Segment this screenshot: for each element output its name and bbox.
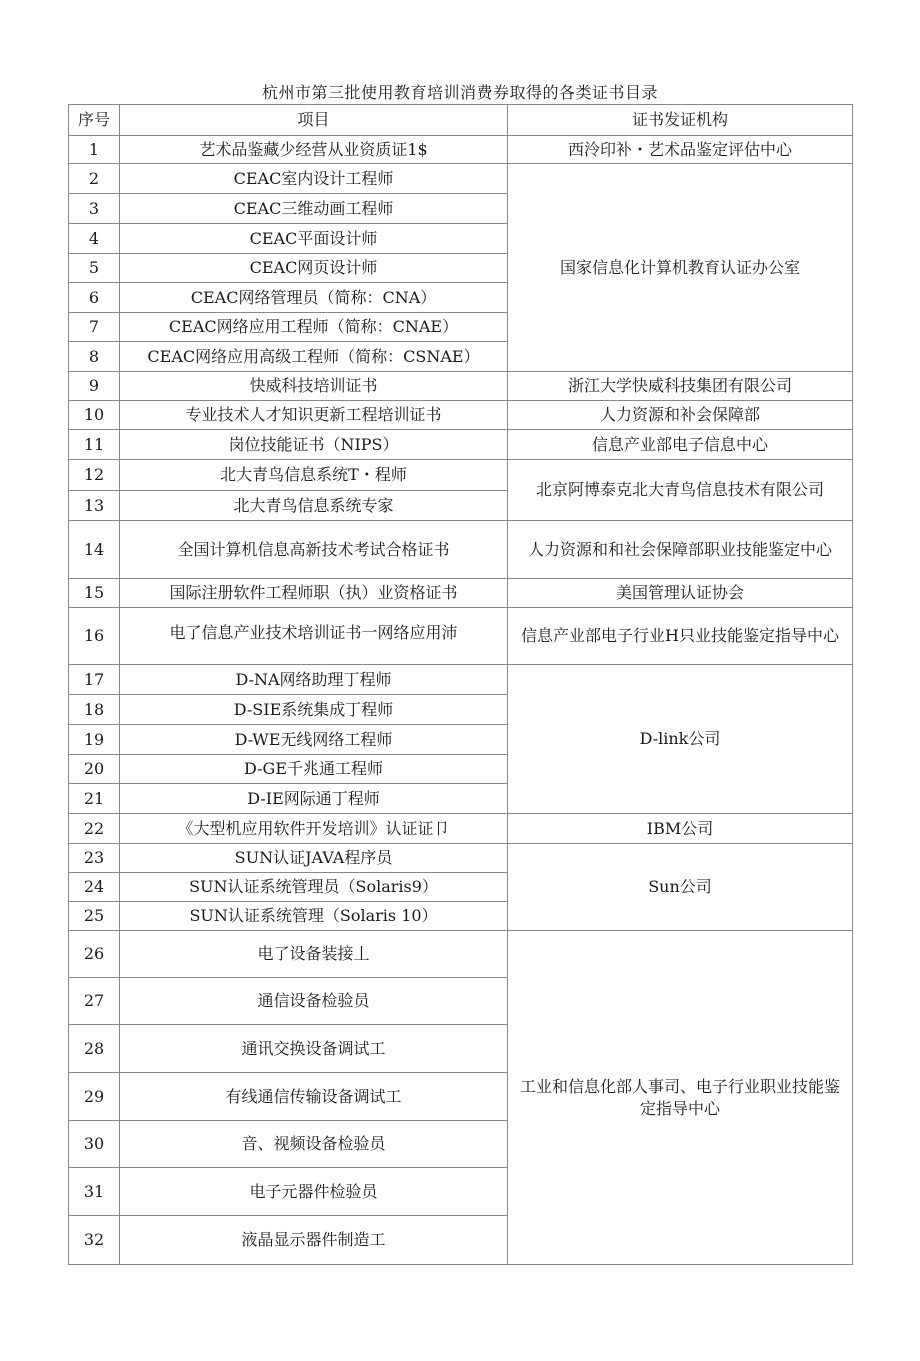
row-number: 12 <box>69 460 120 491</box>
row-org: 北京阿博泰克北大青鸟信息技术有限公司 <box>508 460 853 521</box>
row-number: 21 <box>69 784 120 814</box>
row-number: 23 <box>69 844 120 873</box>
row-number: 20 <box>69 755 120 784</box>
table-row <box>69 401 853 430</box>
row-number: 4 <box>69 224 120 254</box>
row-number: 25 <box>69 902 120 931</box>
row-number: 26 <box>69 931 120 978</box>
row-number: 7 <box>69 313 120 342</box>
row-item: 电子元器件检验员 <box>120 1168 508 1216</box>
table-row <box>69 430 853 460</box>
row-item: 北大青鸟信息系统专家 <box>120 491 508 521</box>
row-org: 西泠印补・艺术品鉴定评估中心 <box>508 136 853 164</box>
row-item: 有线通信传输设备调试工 <box>120 1073 508 1121</box>
table-row <box>69 608 853 665</box>
header-no: 序号 <box>69 105 120 136</box>
row-number: 10 <box>69 401 120 430</box>
row-org: 人力资源和和社会保障部职业技能鉴定中心 <box>508 521 853 579</box>
table-row <box>69 665 853 695</box>
row-item: CEAC网络应用高级工程师（简称：CSNAE） <box>120 342 508 372</box>
row-org: 浙江大学快威科技集团有限公司 <box>508 372 853 401</box>
row-item: D-SIE系统集成丁程师 <box>120 695 508 725</box>
row-number: 16 <box>69 608 120 665</box>
row-number: 24 <box>69 873 120 902</box>
row-number: 2 <box>69 164 120 194</box>
row-item: D-WE无线网络工程师 <box>120 725 508 755</box>
row-number: 1 <box>69 136 120 164</box>
row-number: 22 <box>69 814 120 844</box>
row-org: IBM公司 <box>508 814 853 844</box>
header-item: 项目 <box>120 105 508 136</box>
row-item: 全国计算机信息高新技术考试合格证书 <box>120 521 508 579</box>
table-row <box>69 579 853 608</box>
row-item: 电了信息产业技术培训证书一网络应用沛 <box>120 608 508 665</box>
row-number: 15 <box>69 579 120 608</box>
table-row <box>69 460 853 491</box>
row-org: 工业和信息化部人事司、电子行业职业技能鉴定指导中心 <box>508 931 853 1265</box>
row-number: 32 <box>69 1216 120 1265</box>
row-number: 9 <box>69 372 120 401</box>
row-item: 岗位技能证书（NIPS） <box>120 430 508 460</box>
row-item: D-GE千兆通工程师 <box>120 755 508 784</box>
table-header-row <box>69 105 853 136</box>
row-org: 人力资源和补会保障部 <box>508 401 853 430</box>
row-item: CEAC网络管理员（简称：CNA） <box>120 283 508 313</box>
row-item: 艺术品鉴藏少经营从业资质证1$ <box>120 136 508 164</box>
table-row <box>69 136 853 164</box>
row-item: 通讯交换设备调试工 <box>120 1025 508 1073</box>
row-item: SUN认证系统管理（Solaris 10） <box>120 902 508 931</box>
row-number: 6 <box>69 283 120 313</box>
row-number: 14 <box>69 521 120 579</box>
row-number: 31 <box>69 1168 120 1216</box>
row-number: 30 <box>69 1121 120 1168</box>
table-row <box>69 521 853 579</box>
row-item: D-IE网际通丁程师 <box>120 784 508 814</box>
row-number: 29 <box>69 1073 120 1121</box>
document-title: 杭州市第三批使用教育培训消费券取得的各类证书目录 <box>261 83 658 102</box>
row-org: Sun公司 <box>508 844 853 931</box>
row-number: 18 <box>69 695 120 725</box>
row-org: 信息产业部电子行业H只业技能鉴定指导中心 <box>508 608 853 665</box>
row-org: 国家信息化计算机教育认证办公室 <box>508 164 853 372</box>
row-number: 27 <box>69 978 120 1025</box>
table-row <box>69 814 853 844</box>
row-number: 8 <box>69 342 120 372</box>
row-org: 信息产业部电子信息中心 <box>508 430 853 460</box>
row-item: CEAC网络应用工程师（简称：CNAE） <box>120 313 508 342</box>
row-item: 国际注册软件工程师职（执）业资格证书 <box>120 579 508 608</box>
row-item: SUN认证系统管理员（Solaris9） <box>120 873 508 902</box>
row-number: 17 <box>69 665 120 695</box>
row-item: SUN认证JAVA程序员 <box>120 844 508 873</box>
table-row <box>69 844 853 873</box>
row-number: 3 <box>69 194 120 224</box>
row-item: 通信设备检验员 <box>120 978 508 1025</box>
row-item: CEAC网页设计师 <box>120 254 508 283</box>
row-item: 液晶显示器件制造工 <box>120 1216 508 1265</box>
row-org: D-link公司 <box>508 665 853 814</box>
row-item: D-NA网络助理丁程师 <box>120 665 508 695</box>
row-number: 28 <box>69 1025 120 1073</box>
row-number: 11 <box>69 430 120 460</box>
row-number: 13 <box>69 491 120 521</box>
row-org: 美国管理认证协会 <box>508 579 853 608</box>
row-item: 电了设备装接丄 <box>120 931 508 978</box>
row-item: 快威科技培训证书 <box>120 372 508 401</box>
certificate-table <box>68 104 853 1265</box>
header-org: 证书发证机构 <box>508 105 853 136</box>
table-row <box>69 164 853 194</box>
row-item: 专业技术人才知识更新工程培训证书 <box>120 401 508 430</box>
table-row <box>69 931 853 978</box>
row-item: 《大型机应用软件开发培训》认证证卩 <box>120 814 508 844</box>
row-item: CEAC三维动画工程师 <box>120 194 508 224</box>
row-item: CEAC平面设计师 <box>120 224 508 254</box>
row-item: 音、视频设备检验员 <box>120 1121 508 1168</box>
row-number: 5 <box>69 254 120 283</box>
row-item: CEAC室内设计工程师 <box>120 164 508 194</box>
row-item: 北大青鸟信息系统T・程师 <box>120 460 508 491</box>
row-number: 19 <box>69 725 120 755</box>
table-row <box>69 372 853 401</box>
